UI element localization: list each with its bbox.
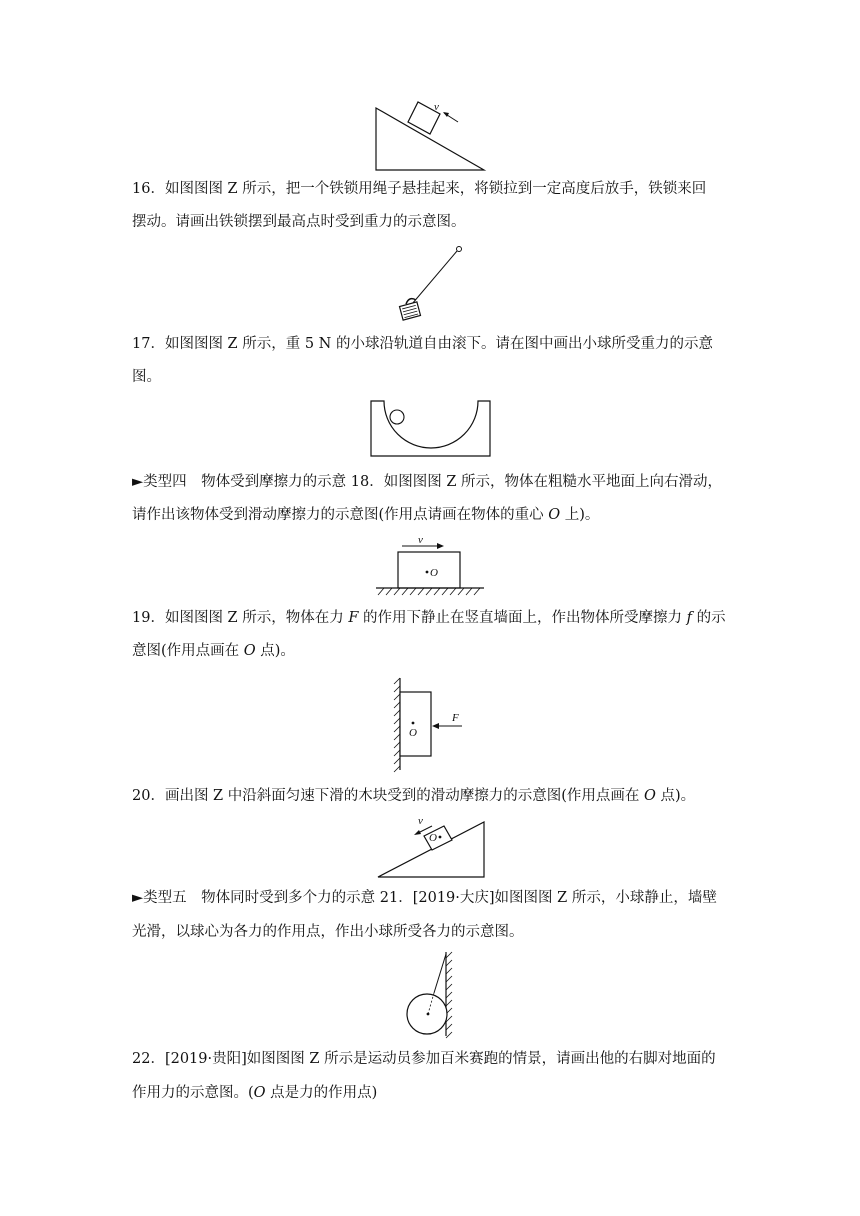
q18-line2: 请作出该物体受到滑动摩擦力的示意图(作用点请画在物体的重心 O 上)。	[132, 507, 600, 523]
incline-block-figure	[370, 100, 490, 172]
q16-line2: 摆动。请画出铁锁摆到最高点时受到重力的示意图。	[132, 214, 466, 230]
q22-line1: 22．[2019·贵阳]如图图图 Z 所示是运动员参加百米赛跑的情景，请画出他的右脚对地面的	[132, 1051, 716, 1067]
center-o-label: O	[430, 567, 438, 579]
q20-line1: 20．画出图 Z 中沿斜面匀速下滑的木块受到的滑动摩擦力的示意图(作用点画在 O 点)。	[132, 788, 696, 804]
q16-line1: 16．如图图图 Z 所示，把一个铁锁用绳子悬挂起来，将锁拉到一定高度后放手，铁锁来回	[132, 181, 707, 197]
center-o-label: O	[429, 832, 437, 844]
u-track-figure	[368, 398, 494, 460]
center-o-label: O	[409, 727, 417, 739]
q17-line2: 图。	[132, 369, 161, 385]
ball	[390, 410, 404, 424]
velocity-label: v	[418, 534, 423, 546]
q19-line2: 意图(作用点画在 O 点)。	[132, 643, 295, 659]
velocity-label: v	[434, 101, 439, 113]
q18-line1: ►类型四 物体受到摩擦力的示意 18．如图图图 Z 所示，物体在粗糙水平地面上向右滑动，	[132, 474, 723, 490]
wall-block-figure	[390, 676, 470, 774]
q22-line2: 作用力的示意图。(O 点是力的作用点)	[132, 1085, 378, 1101]
ball-wall-figure	[402, 950, 462, 1040]
velocity-label: v	[418, 815, 423, 827]
q19-line1: 19．如图图图 Z 所示，物体在力 F 的作用下静止在竖直墙面上，作出物体所受摩擦力 f 的示	[132, 610, 726, 626]
q21-line1: ►类型五 物体同时受到多个力的示意 21．[2019·大庆]如图图图 Z 所示，小球静止，墙壁	[132, 890, 717, 906]
q21-line2: 光滑，以球心为各力的作用点，作出小球所受各力的示意图。	[132, 924, 524, 940]
sliding-block-figure	[374, 532, 486, 598]
q17-line1: 17．如图图图 Z 所示，重 5 N 的小球沿轨道自由滚下。请在图中画出小球所受重力的示意	[132, 336, 713, 352]
force-label: F	[452, 712, 459, 724]
incline-sliding-figure	[374, 814, 488, 880]
pendulum-lock-figure	[392, 242, 472, 326]
